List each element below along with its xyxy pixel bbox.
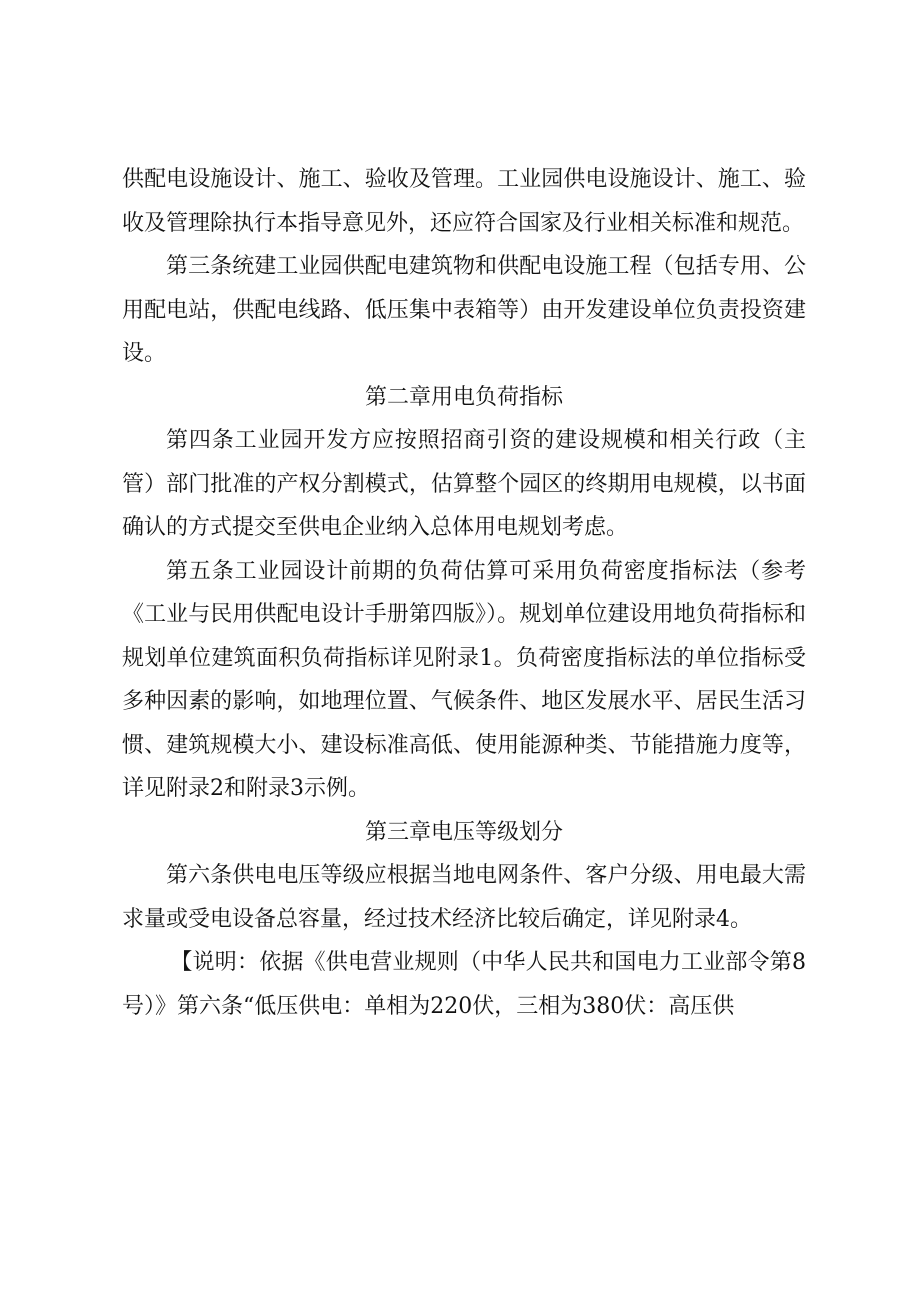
chapter-2-heading: 第二章用电负荷指标	[364, 384, 563, 410]
chapter-3-heading: 第三章电压等级划分	[364, 819, 563, 845]
paragraph-article-5: 第五条工业园设计前期的负荷估算可采用负荷密度指标法（参考《工业与民用供配电设计手册第四版》）。规划单位建设用地负荷指标和规划单位建筑面积负荷指标详见附录1。负荷密度指标法的单位指标受多种因素的影响，如地理位置、气候条件、地区发展水平、居民生活习惯、建筑规模大小、建设标准高低、使用能源种类、节能措施力度等，详见附录2和附录3示例。	[122, 558, 806, 801]
paragraph-intro-continuation: 供配电设施设计、施工、验收及管理。工业园供电设施设计、施工、验收及管理除执行本指导意见外，还应符合国家及行业相关标准和规范。	[122, 167, 806, 236]
paragraph-article-6: 第六条供电电压等级应根据当地电网条件、客户分级、用电最大需求量或受电设备总容量，经过技术经济比较后确定，详见附录4。	[122, 863, 806, 932]
document-body	[122, 158, 806, 1028]
paragraph-explanation-note: 【说明：依据《供电营业规则（中华人民共和国电力工业部令第8号）》第六条“低压供电：单相为220伏，三相为380伏：高压供	[122, 950, 806, 1019]
paragraph-article-3: 第三条统建工业园供配电建筑物和供配电设施工程（包括专用、公用配电站，供配电线路、低压集中表箱等）由开发建设单位负责投资建设。	[122, 254, 806, 366]
paragraph-article-4: 第四条工业园开发方应按照招商引资的建设规模和相关行政（主管）部门批准的产权分割模式，估算整个园区的终期用电规模，以书面确认的方式提交至供电企业纳入总体用电规划考虑。	[122, 428, 806, 540]
